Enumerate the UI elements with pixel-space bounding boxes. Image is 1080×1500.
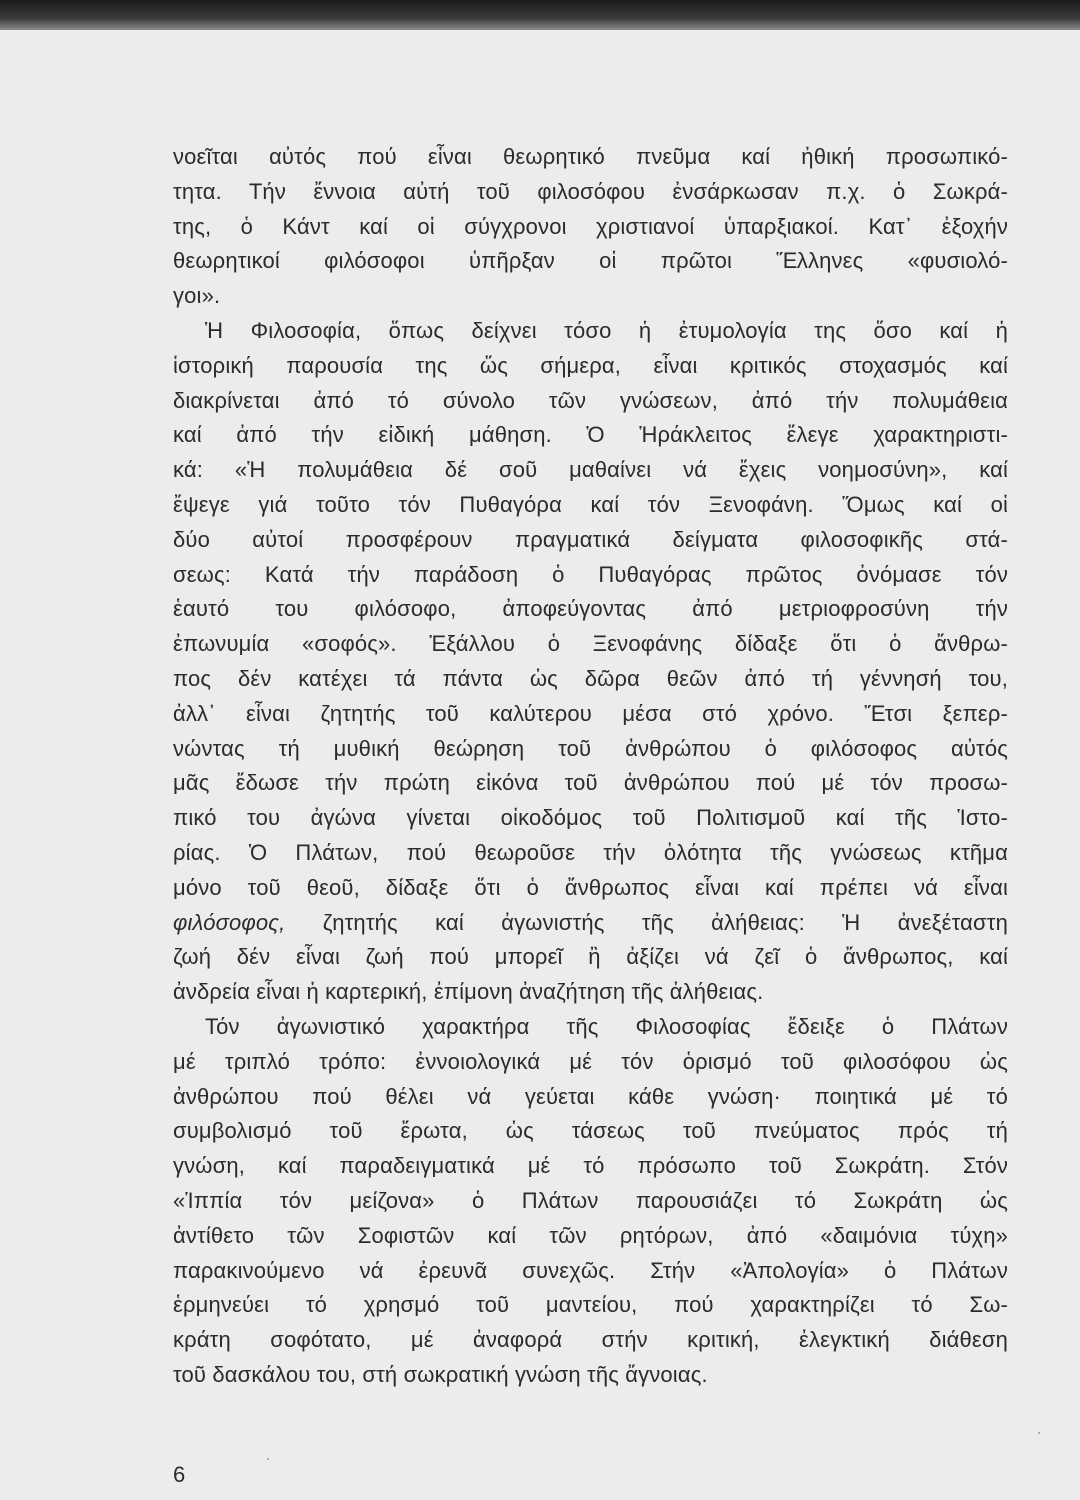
body-text: [173, 140, 1008, 1393]
text-line: θεωρητικοί φιλόσοφοι ὑπῆρξαν οἱ πρῶτοι Ἕλληνες «φυσιολό-: [173, 248, 1008, 274]
text-line: κράτη σοφότατο, μέ ἀναφορά στήν κριτική, ἐλεγκτική διάθεση: [173, 1327, 1008, 1353]
text-line: Ἡ Φιλοσοφία, ὅπως δείχνει τόσο ἡ ἐτυμολογία της ὅσο καί ἡ: [205, 317, 1008, 343]
text-line: ἑαυτό του φιλόσοφο, ἀποφεύγοντας ἀπό μετριοφροσύνη τήν: [173, 596, 1008, 622]
text-line: νώντας τή μυθική θεώρηση τοῦ ἀνθρώπου ὁ φιλόσοφος αὐτός: [173, 735, 1008, 761]
text-line: ἀνθρώπου πού θέλει νά γεύεται κάθε γνώση· ποιητικά μέ τό: [173, 1083, 1008, 1109]
text-line: τητα. Τήν ἔννοια αὐτή τοῦ φιλοσόφου ἐνσάρκωσαν π.χ. ὁ Σωκρά-: [173, 178, 1008, 204]
scan-top-edge: [0, 0, 1080, 30]
text-line: μόνο τοῦ θεοῦ, δίδαξε ὅτι ὁ ἄνθρωπος εἶναι καί πρέπει νά εἶναι: [173, 874, 1008, 900]
text-line: κά: «Ἡ πολυμάθεια δέ σοῦ μαθαίνει νά ἔχεις νοημοσύνη», καί: [173, 457, 1008, 483]
text-line: φιλόσοφος, ζητητής καί ἀγωνιστής τῆς ἀλήθειας: Ἡ ἀνεξέταστη: [173, 909, 1008, 935]
text-line: καί ἀπό τήν εἰδική μάθηση. Ὁ Ἡράκλειτος ἔλεγε χαρακτηριστι-: [173, 422, 1008, 448]
text-line: «Ἱππία τόν μείζονα» ὁ Πλάτων παρουσιάζει τό Σωκράτη ὡς: [173, 1187, 1008, 1213]
text-line: πικό του ἀγώνα γίνεται οἰκοδόμος τοῦ Πολιτισμοῦ καί τῆς Ἱστο-: [173, 805, 1008, 831]
text-line: μέ τριπλό τρόπο: ἐννοιολογικά μέ τόν ὁρισμό τοῦ φιλοσόφου ὡς: [173, 1048, 1008, 1074]
text-line: μᾶς ἔδωσε τήν πρώτη εἰκόνα τοῦ ἀνθρώπου πού μέ τόν προσω-: [173, 770, 1008, 796]
page-number: 6: [173, 1462, 186, 1487]
text-line: γοι».: [173, 283, 221, 309]
text-line: τοῦ δασκάλου του, στή σωκρατική γνώση τῆς ἄγνοιας.: [173, 1361, 708, 1387]
text-line: γνώση, καί παραδειγματικά μέ τό πρόσωπο τοῦ Σωκράτη. Στόν: [173, 1153, 1008, 1179]
scan-speck: [267, 1458, 269, 1460]
text-line: ἀλλ᾽ εἶναι ζητητής τοῦ καλύτερου μέσα στό χρόνο. Ἔτσι ξεπερ-: [173, 700, 1008, 726]
text-line: νοεῖται αὐτός πού εἶναι θεωρητικό πνεῦμα καί ἠθική προσωπικό-: [173, 144, 1008, 169]
text-line: διακρίνεται ἀπό τό σύνολο τῶν γνώσεων, ἀπό τήν πολυμάθεια: [173, 387, 1008, 413]
text-line: ἀντίθετο τῶν Σοφιστῶν καί τῶν ρητόρων, ἀπό «δαιμόνια τύχη»: [173, 1222, 1008, 1248]
text-line: ζωή δέν εἶναι ζωή πού μπορεῖ ἢ ἀξίζει νά ζεῖ ὁ ἄνθρωπος, καί: [173, 944, 1008, 970]
text-line: συμβολισμό τοῦ ἔρωτα, ὡς τάσεως τοῦ πνεύματος πρός τή: [173, 1118, 1008, 1144]
text-line: ἑρμηνεύει τό χρησμό τοῦ μαντείου, πού χαρακτηρίζει τό Σω-: [173, 1292, 1008, 1318]
text-line: παρακινούμενο νά ἐρευνᾶ συνεχῶς. Στήν «Ἀπολογία» ὁ Πλάτων: [173, 1257, 1008, 1283]
text-line: ἱστορική παρουσία της ὥς σήμερα, εἶναι κριτικός στοχασμός καί: [173, 352, 1008, 378]
text-line: δύο αὐτοί προσφέρουν πραγματικά δείγματα φιλοσοφικῆς στά-: [173, 526, 1008, 552]
text-line: Τόν ἀγωνιστικό χαρακτήρα τῆς Φιλοσοφίας ἔδειξε ὁ Πλάτων: [205, 1013, 1008, 1039]
scan-speck: [1038, 1432, 1040, 1434]
text-line: ἀνδρεία εἶναι ἡ καρτερική, ἐπίμονη ἀναζήτηση τῆς ἀλήθειας.: [173, 979, 764, 1005]
text-line: σεως: Κατά τήν παράδοση ὁ Πυθαγόρας πρῶτος ὀνόμασε τόν: [173, 561, 1008, 587]
text-line: ἔψεγε γιά τοῦτο τόν Πυθαγόρα καί τόν Ξενοφάνη. Ὅμως καί οἱ: [173, 491, 1008, 517]
text-line: πος δέν κατέχει τά πάντα ὡς δῶρα θεῶν ἀπό τή γέννησή του,: [173, 665, 1008, 691]
text-line: της, ὁ Κάντ καί οἱ σύγχρονοι χριστιανοί ὑπαρξιακοί. Κατ᾽ ἐξοχήν: [173, 213, 1008, 239]
text-line: ρίας. Ὁ Πλάτων, πού θεωροῦσε τήν ὁλότητα τῆς γνώσεως κτῆμα: [173, 839, 1008, 865]
text-line: ἐπωνυμία «σοφός». Ἐξάλλου ὁ Ξενοφάνης δίδαξε ὅτι ὁ ἄνθρω-: [173, 631, 1008, 657]
